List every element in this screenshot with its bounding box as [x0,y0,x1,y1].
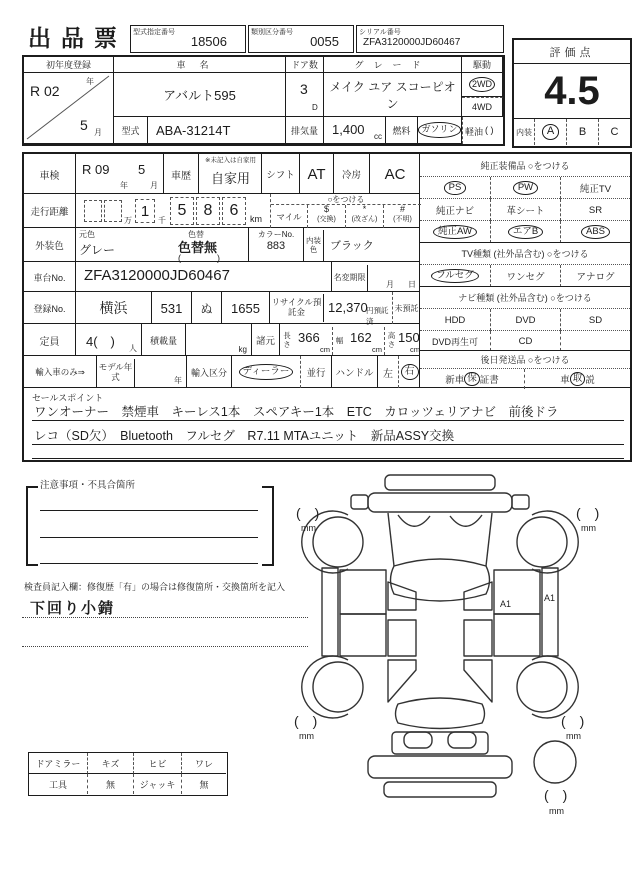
tamper-caption: (改ざん) [351,216,378,223]
owner-manual [524,369,630,389]
roof-shape [391,559,490,601]
car-damage-diagram [288,470,640,822]
unknown-caption: (不明) [393,216,412,223]
door-front-left [340,570,386,614]
class-number-value: 0055 [310,34,339,49]
name-change-day: 日 [408,280,416,289]
width-unit: cm [372,345,382,354]
tv-type-row [420,264,630,286]
score-title: 評価点 [514,40,630,64]
headlight-right [450,515,482,526]
spare-tire [534,741,576,783]
displacement-value: 1,400 [332,122,365,137]
break-label: ワレ [181,753,226,774]
color-no-label: カラーNo. [257,230,295,239]
class-number-label: 類別区分番号 [251,29,293,36]
repaint-paren: ( ) [178,253,220,263]
class-number-box [248,25,354,53]
rear-deck-shape [392,732,488,754]
tv-type-title: TV種類 (社外品含む) ○をつける [420,242,630,264]
equip-abs: ABS [581,225,610,239]
fuel-diesel-paren: ( ) [485,125,494,135]
height-value: 150 [398,330,420,345]
color-cell [76,228,249,262]
name-change-month: 月 [386,280,394,289]
score-value: 4.5 [544,68,600,113]
inspector-dotted-line-2 [22,646,308,647]
navi-cd: CD [518,335,533,347]
unknown-symbol: # [399,204,405,214]
model-year-label: モデル年式 [97,359,135,387]
displacement-unit: cc [374,132,382,141]
navi-type-title: ナビ種類 (社外品含む) ○をつける [420,286,630,308]
floor-mid-right [464,620,492,656]
doors-value: 3 [300,81,308,97]
registration-area: 横浜 [76,292,152,324]
wheel-rear-left [313,662,363,712]
sales-points-label: セールスポイント [32,393,104,403]
door-rear-left [340,614,386,656]
inspector-dotted-line-1 [22,617,308,618]
recycle-suffix: 円預託済 [366,306,389,326]
sales-underline-1 [32,420,624,421]
rear-deck-bump-right [448,732,476,748]
shaken-row [24,154,420,194]
mark-note: ○をつける [271,194,421,205]
equip-leather: 革シート [506,206,545,217]
sheet-title: 出品票 [28,25,127,51]
chassis-number: ZFA3120000JD60467 [84,267,230,284]
rear-plate-shape [384,782,496,797]
mileage-mark-zone [270,194,420,228]
fuel-label: 燃料 [386,117,418,144]
import-row [24,356,420,388]
manual-pre: 車 [560,375,570,386]
notes-line-2 [40,537,258,538]
capacity-cell [76,324,142,356]
notes-bracket-right [262,486,274,566]
height-label: 高さ [384,327,398,355]
rear-window-shape [396,698,485,729]
width-value: 162 [350,330,372,345]
cooling-label: 冷房 [334,154,370,194]
warranty-post: 証書 [479,375,499,386]
load-cell [186,324,252,356]
damage-mark-a1-sill: A1 [544,593,556,603]
displacement-label: 排気量 [286,117,324,144]
bracket-front-right: ( ) [576,505,600,521]
grade-a-cell [534,119,566,145]
exchange-option [307,205,345,228]
registration-row [24,292,420,324]
chassis-cell [76,262,332,292]
manual-mark: 取 [570,372,586,386]
later-shipment-row [420,368,630,388]
recycle-cell [324,292,392,324]
grade-b: B [578,126,587,138]
original-color: グレー [79,243,116,257]
grade-b-cell [566,119,598,145]
capacity-unit: 人 [129,344,137,353]
history-label: 車歴 [164,154,199,194]
history-cell [199,154,262,194]
car-name-header: 車名 [114,57,286,73]
mm-spare: mm [549,806,564,816]
registration-number: 1655 [222,292,270,324]
sales-underline-2 [32,444,624,445]
warranty-book [420,369,524,389]
inspector-instruction: 検査員記入欄：修復歴「有」の場合は修復箇所・交換箇所を記入 [24,582,286,592]
warranty-pre: 新車 [445,375,465,386]
car-name: アバルト595 [114,73,286,117]
shaken-year: R 09 [82,162,110,177]
chassis-label: 車台No. [24,262,76,292]
tv-fullseg: フルセグ [431,269,479,283]
doors-header: ドア数 [286,57,324,73]
fuel-gasoline: ガソリン [418,122,460,137]
drive-2wd: 2WD [469,77,495,92]
score-box [512,38,632,148]
shift-label: シフト [262,154,300,194]
length-cell [294,324,332,356]
notes-line-3 [40,563,258,564]
length-unit: cm [320,345,330,354]
load-unit: kg [238,345,247,354]
navi-hdd: HDD [444,314,466,326]
grade-c: C [610,126,619,138]
serial-number-box [356,25,504,53]
wheel-front-right [517,517,567,567]
displacement-cell [324,117,386,144]
color-row [24,228,420,262]
cooling-value: AC [384,165,406,183]
type-approval-box [130,25,246,53]
registration-kana: ぬ [192,292,222,324]
mileage-man-unit: 万 [124,216,132,225]
import-only-label: 輸入車のみ⇒ [24,356,97,388]
tool-label: 工具 [48,779,67,790]
shaken-year-unit: 年 [120,181,128,190]
model-code-cell [148,117,286,144]
tamper-option [345,205,383,228]
tv-oneseg: ワンセグ [506,272,545,283]
notes-title: 注意事項・不具合箇所 [40,480,136,491]
exchange-caption: (交換) [317,216,336,223]
history-note: ※未記入は自家用 [205,157,256,164]
door-rear-right [494,614,540,656]
recycle-amount: 12,370 [328,300,368,315]
navi-dvd-play: DVD再生可 [431,336,478,347]
model-year-unit: 年 [174,376,182,385]
grade-value: メイク ユア スコーピオン [324,73,462,117]
handle-right: 右 [401,364,419,381]
capacity-row [24,324,420,356]
equip-airbag: エアB [508,225,543,239]
month-unit: 月 [94,128,102,137]
model-year-cell [135,356,187,388]
mile-option: マイル [276,211,302,222]
type-approval-label: 型式指定番号 [133,29,175,36]
equip-row-2 [420,198,630,220]
import-type-label: 輸入区分 [187,356,232,388]
height-cell [398,324,420,356]
height-unit: cm [410,345,420,354]
load-label: 積載量 [142,324,186,356]
tv-analog: アナログ [576,272,615,283]
repaint-value: 色替無 [178,240,218,255]
interior-color: ブラック [330,240,374,252]
notes-line-1 [40,510,258,511]
equip-oem-navi: 純正ナビ [435,206,474,217]
equip-sr: SR [588,204,603,216]
mm-front-right: mm [581,523,596,533]
first-reg-month: 5 [80,117,88,133]
capacity-value: 4( ) [86,334,115,349]
drive-2wd-cell [462,73,503,97]
bracket-rear-left: ( ) [294,713,318,729]
registration-label: 登録No. [24,292,76,324]
notes-bracket-left [26,486,38,566]
jack-label: ジャッキ [133,774,181,794]
later-shipment-title: 後日発送品 ○をつける [420,350,630,368]
sales-line-2: レコ（SD欠） Bluetooth フルセグ R7.11 MTAユニット 新品ASSY交換 [34,429,455,443]
exchange-symbol: $ [323,204,329,214]
interior-label: 内装 [516,128,532,138]
type-approval-value: 18506 [190,34,227,49]
model-code-label: 型式 [114,117,148,144]
front-bumper-tab-right [512,495,529,509]
capacity-label: 定員 [24,324,76,356]
drive-4wd: 4WD [472,102,492,112]
mileage-unit: km [250,214,262,224]
equip-row-3 [420,220,630,242]
year-unit: 年 [86,77,94,86]
parallel-option: 並行 [300,356,332,388]
equipment-column [420,154,630,388]
scratch-label: キズ [87,753,133,774]
mileage-label: 走行距離 [24,194,76,228]
mileage-digit-2: 8 [196,197,220,225]
equip-ps: PS [444,181,467,195]
registration-class: 531 [152,292,192,324]
interior-color-cell [324,228,420,262]
bracket-front-left: ( ) [296,505,320,521]
navi-row-1 [420,308,630,330]
width-cell [346,324,384,356]
equip-pw: PW [513,181,538,195]
oem-equipment-title: 純正装備品 ○をつける [480,160,570,171]
vehicle-detail-table [22,152,632,462]
front-bumper-shape [368,493,512,512]
rear-bumper-shape [368,756,512,778]
inspector-finding: 下回り小錆 [30,600,116,617]
handle-left: 左 [383,368,393,380]
headlight-left [398,515,430,526]
front-bumper-tab-left [351,495,368,509]
interior-grade-row [514,118,630,146]
jack-none: 無 [181,774,226,794]
wheel-rear-right [517,662,567,712]
drive-4wd-cell [462,97,503,117]
mm-rear-right: mm [566,731,581,741]
mileage-row [24,194,420,228]
tools-table [28,752,228,796]
sill-right [542,568,558,656]
mm-front-left: mm [301,523,316,533]
hood-edge-left [388,513,394,566]
spec-label: 諸元 [252,324,280,356]
mileage-digit-1: 5 [170,197,194,225]
equip-oem-aw: 純正AW [433,225,477,239]
equip-oem-tv: 純正TV [579,184,612,195]
mm-rear-left: mm [299,731,314,741]
manual-post: 説 [585,375,595,386]
serial-number-label: シリアル番号 [359,29,401,36]
history-value: 自家用 [210,171,250,186]
warranty-mark: 保 [464,372,480,386]
name-change-cell [368,262,420,292]
fuel-diesel-cell [462,117,503,144]
drive-header: 駆動 [462,57,503,73]
sill-left [322,568,338,656]
navi-sd: SD [588,314,603,326]
bracket-spare: ( ) [544,787,568,803]
handle-right-cell [398,356,420,388]
original-color-label: 元色 [79,230,95,239]
doors-cell [286,73,324,117]
interior-color-label: 内装色 [304,230,324,262]
floor-mid-left [388,620,416,656]
mileage-sen-unit: 千 [158,216,166,225]
width-label: 幅 [332,327,346,355]
dealer-option: ディーラー [239,364,294,380]
chassis-row [24,262,420,292]
first-reg-year: R 02 [30,83,60,99]
repaint-label: 色替 [188,230,204,239]
color-no: 883 [266,240,286,252]
recycle-none: 未預託 [392,292,420,324]
grade-a: A [542,124,559,140]
hood-edge-right [486,513,492,566]
doors-unit: D [312,103,318,112]
sales-underline-3 [32,458,624,459]
fuel-gasoline-cell [418,117,462,144]
bracket-rear-right: ( ) [561,713,585,729]
door-mirror-label: ドアミラー [29,753,87,774]
shift-value: AT [300,154,334,194]
equip-row-1 [420,176,630,198]
crack-label: ヒビ [133,753,181,774]
first-reg-cell [24,73,114,144]
wheel-front-left [313,517,363,567]
shaken-month-unit: 月 [150,181,158,190]
shaken-month: 5 [138,162,146,177]
handle-label: ハンドル [332,356,378,388]
model-code: ABA-31214T [156,123,231,138]
first-reg-header: 初年度登録 [24,57,114,73]
recycle-label: リサイクル預託金 [270,294,324,322]
color-no-cell [249,228,304,262]
shaken-label: 車検 [24,154,76,194]
navi-dvd: DVD [515,314,536,326]
quarter-rear-right [464,660,492,702]
serial-number-value: ZFA3120000JD60467 [363,37,461,48]
rear-deck-bump-left [404,732,432,748]
sales-line-1: ワンオーナー 禁煙車 キーレス1本 スペアキー1本 ETC カロッツェリアナビ 前後ドラ [34,405,559,419]
shaken-value-cell [76,154,164,194]
tool-none: 無 [87,774,133,794]
sales-points [24,388,630,460]
mileage-box-empty-2 [104,200,122,222]
unknown-option [383,205,421,228]
vehicle-top-table [22,55,505,146]
grade-header: グレード [324,57,462,73]
fuel-diesel: 軽油 [465,127,484,137]
length-value: 366 [298,330,320,345]
quarter-rear-left [388,660,416,702]
mileage-digit-3: 6 [222,197,246,225]
grade-c-cell [598,119,630,145]
name-change-label: 名変期限 [332,265,368,291]
front-spoiler-shape [385,475,495,490]
mileage-sen-digit: 1 [135,199,155,223]
tamper-symbol: * [362,204,367,214]
navi-row-2 [420,330,630,350]
length-label: 長さ [283,331,291,349]
mileage-box-empty-1 [84,200,102,222]
exterior-color-label: 外装色 [24,228,76,262]
damage-mark-a1-door: A1 [500,599,512,609]
dealer-cell [232,356,300,388]
